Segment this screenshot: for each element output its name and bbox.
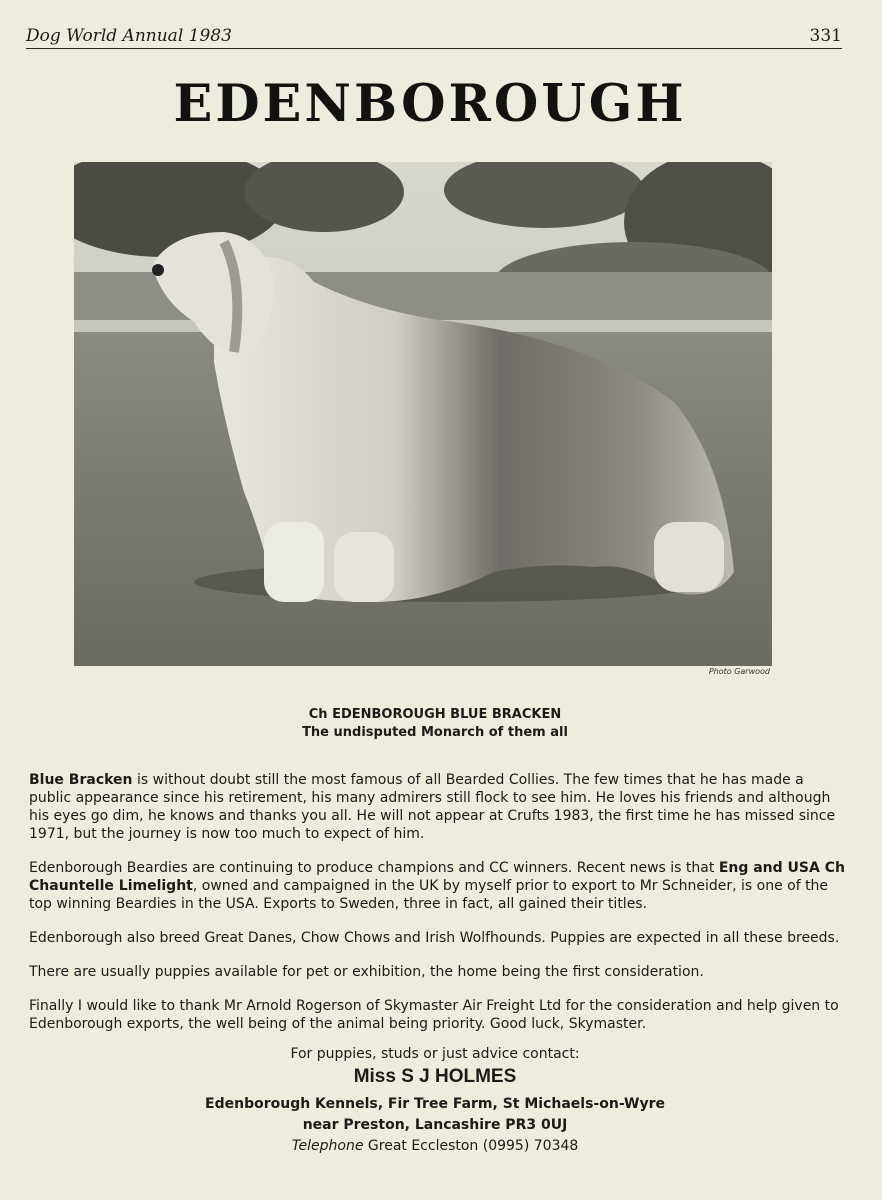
caption-tagline: The undisputed Monarch of them all [302,725,568,740]
paragraph-4: There are usually puppies available for pet or exhibition, the home being the first consideration. [29,964,704,980]
telephone-label: Telephone [291,1138,364,1154]
running-header [26,26,842,49]
contact-telephone [0,1138,870,1154]
caption-dog-name: Ch EDENBOROUGH BLUE BRACKEN [308,707,562,722]
contact-address-line-2: near Preston, Lancashire PR3 0UJ [302,1117,568,1133]
paragraph-3: Edenborough also breed Great Danes, Chow Chows and Irish Wolfhounds. Puppies are expected in all these breeds. [29,930,840,946]
publication-title: Dog World Annual 1983 [26,26,232,46]
contact-address-line-1: Edenborough Kennels, Fir Tree Farm, St Michaels-on-Wyre [205,1096,665,1112]
paragraph-1-text: is without doubt still the most famous of all Bearded Collies. The few times that he has made a public appearance since his retirement, his many admirers still flock to see him. He loves his friends and although his eyes go dim, he knows and thanks you all. He will not appear at Crufts 1983, the first time he has missed since 1971, but the journey is now too much to expect of him. [29,772,836,842]
bold-dog-name: Blue Bracken [29,772,133,788]
paragraph-2-text-b: , owned and campaigned in the UK by myself prior to export to Mr Schneider, is one of the top winning Beardies in the USA. Exports to Sweden, three in fact, all gained their titles. [29,878,829,912]
paragraph-5: Finally I would like to thank Mr Arnold Rogerson of Skymaster Air Freight Ltd for the consideration and help given to Edenborough exports, the well being of the animal being priority. Good luck, Skymaster. [29,998,839,1032]
kennel-title: EDENBOROUGH [173,74,687,134]
photo-illustration [74,162,772,666]
article-body [29,771,849,1049]
paragraph-1 [29,771,849,843]
photo-credit: Photo Garwood [708,667,770,676]
telephone-number: Great Eccleston (0995) 70348 [363,1138,579,1154]
contact-name: Miss S J HOLMES [353,1066,517,1087]
page-number: 331 [809,26,842,46]
paragraph-2 [29,859,849,913]
bold-champion-name: Eng and USA Ch Chauntelle Limelight [29,860,845,894]
contact-intro: For puppies, studs or just advice contact: [290,1046,580,1062]
paragraph-2-text-a: Edenborough Beardies are continuing to produce champions and CC winners. Recent news is that [29,860,719,876]
dog-photo [74,162,772,666]
contact-block [0,1046,870,1154]
photo-caption [0,706,870,742]
